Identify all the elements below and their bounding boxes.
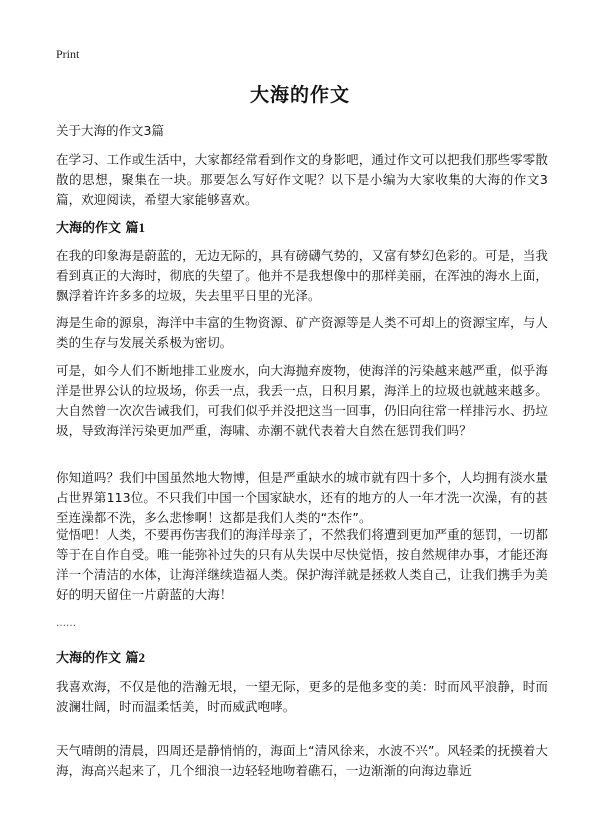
section-ellipsis: …… [56,618,76,629]
section1-heading [56,217,145,236]
section1-paragraph-2: 海是生命的源泉，海洋中丰富的生物资源、矿产资源等是人类不可却上的资源宝库，与人类的生存与发展关系极为密切。 [56,315,548,350]
section1-heading-text: 大海的作文 [56,221,122,236]
section1-paragraph-4: 你知道吗？我们中国虽然地大物博，但是严重缺水的城市就有四十多个，人均拥有淡水量占世界第113位。不只我们中国一个国家缺水，还有的地方的人一年才洗一次澡，有的甚至连澡都不洗，多么悲惨啊！这都是我们人类的“杰作”。 [56,470,548,525]
section2-heading-text: 大海的作文 [56,651,122,666]
section2-heading-suffix: 篇2 [125,650,146,665]
section1-heading-suffix: 篇1 [125,220,146,235]
section1-paragraph-3: 可是，如今人们不断地排工业废水，向大海抛弃废物，使海洋的污染越来越严重，似乎海洋是世界公认的垃圾场，你丢一点，我丢一点，日积月累，海洋上的垃圾也就越来越多。大自然曾一次次告诫我们，可我们似乎并没把这当一回事，仍旧向往常一样排污水、扔垃圾，导致海洋污染更加严重，海啸、赤潮不就代表着大自然在惩罚我们吗？ [56,363,548,438]
section1-paragraph-1: 在我的印象海是蔚蓝的，无边无际的，具有磅礴气势的，又富有梦幻色彩的。可是，当我看到真正的大海时，彻底的失望了。他并不是我想像中的那样美丽，在浑浊的海水上面，飘浮着许许多多的垃圾，失去里平日里的光泽。 [56,248,548,303]
section1-paragraph-5: 觉悟吧！人类，不要再伤害我们的海洋母亲了，不然我们将遭到更加严重的惩罚，一切都等于在自作自受。唯一能弥补过失的只有从失误中尽快觉悟，按自然规律办事，才能还海洋一个清洁的水体，让海洋继续造福人类。保护海洋就是拯救人类自己，让我们携手为美好的明天留住一片蔚蓝的大海！ [56,527,548,602]
intro-paragraph: 在学习、工作或生活中，大家都经常看到作文的身影吧，通过作文可以把我们那些零零散散的思想，聚集在一块。那要怎么写好作文呢？以下是小编为大家收集的大海的作文3篇，欢迎阅读，希望大家能够喜欢。 [56,152,548,207]
document-subtitle: 关于大海的作文3篇 [56,123,164,138]
document-title: 大海的作文 [249,84,350,106]
section2-paragraph-2: 天气晴朗的清晨，四周还是静悄悄的，海面上“清风徐来，水波不兴”。风轻柔的抚摸着大海，海高兴起来了，几个细浪一边轻轻地吻着礁石，一边渐渐的向海边靠近 [56,743,548,778]
print-label: Print [56,47,80,61]
section2-paragraph-1: 我喜欢海，不仅是他的浩瀚无垠，一望无际，更多的是他多变的美：时而风平浪静，时而波澜壮阔，时而温柔恬美，时而威武咆哮。 [56,679,548,714]
section2-heading [56,647,145,666]
